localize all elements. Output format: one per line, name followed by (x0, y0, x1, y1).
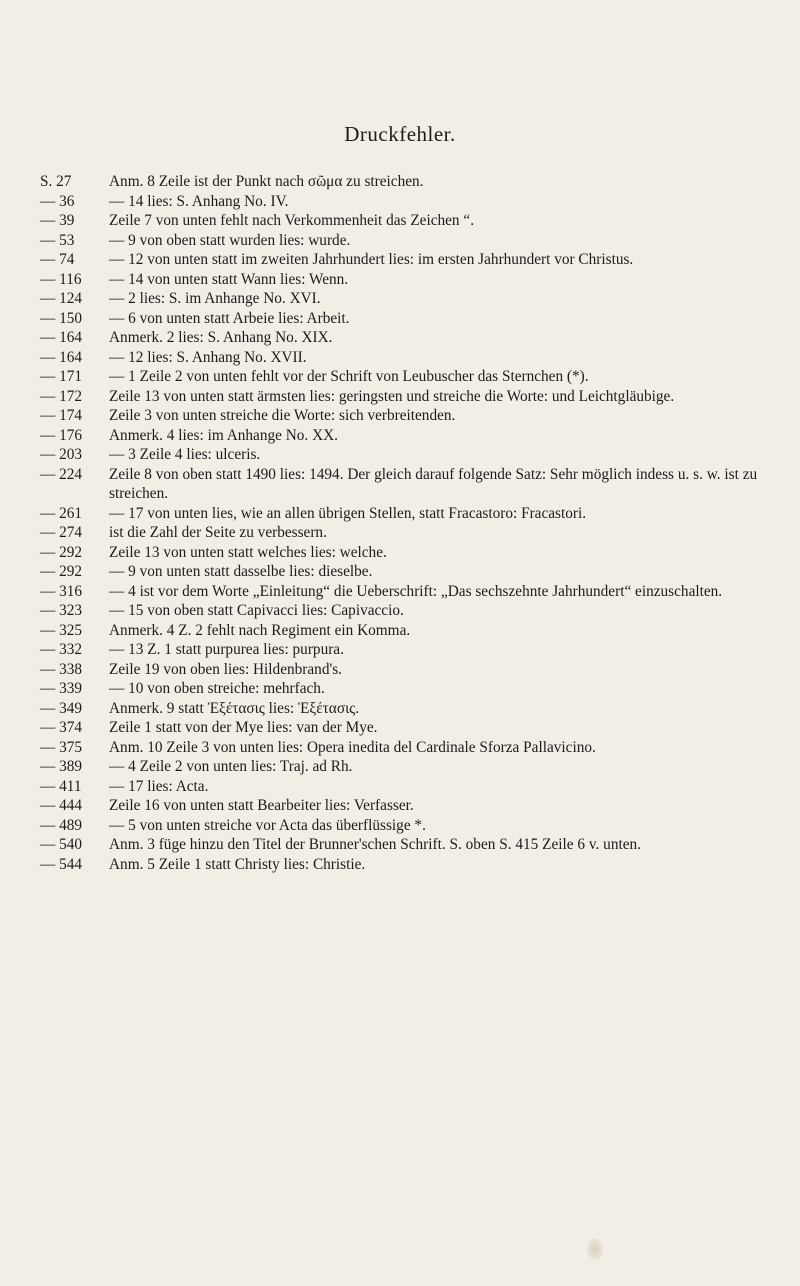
entry-text: Zeile 16 von unten statt Bearbeiter lies: Verfasser. (109, 797, 414, 814)
entry-text: — 14 von unten statt Wann lies: Wenn. (109, 270, 349, 288)
entry-text: Zeile 8 von oben statt 1490 lies: 1494. Der gleich darauf folgende Satz: Sehr möglich indess u. s. w. ist zu streichen. (109, 465, 758, 502)
entry-text: Anmerk. 4 Z. 2 fehlt nach Regiment ein Komma. (109, 621, 411, 639)
entry-page-ref: — 261 (40, 504, 83, 522)
entry-text: — 9 von unten statt dasselbe lies: dieselbe. (109, 563, 373, 580)
errata-entry (40, 699, 770, 719)
entry-page-ref: — 39 (40, 212, 75, 229)
entry-page-ref: — 164 (40, 348, 83, 366)
paper-stain (587, 1238, 603, 1260)
entry-page-ref: — 224 (40, 465, 83, 483)
errata-entry (40, 426, 770, 446)
entry-page-ref: — 332 (40, 641, 83, 658)
errata-entry (40, 796, 770, 816)
entry-text: Zeile 19 von oben lies: Hildenbrand's. (109, 660, 343, 678)
entry-text: — 13 Z. 1 statt purpurea lies: purpura. (109, 641, 344, 658)
entry-text: Anmerk. 4 lies: im Anhange No. XX. (109, 426, 338, 444)
errata-entry (40, 172, 770, 192)
errata-entry (40, 543, 770, 563)
errata-entry (40, 640, 770, 660)
entry-text: Zeile 3 von unten streiche die Worte: sich verbreitenden. (109, 407, 456, 424)
entry-page-ref: — 349 (40, 699, 83, 717)
entry-page-ref: — 540 (40, 836, 83, 853)
errata-entry (40, 465, 770, 504)
entry-page-ref: — 339 (40, 680, 83, 697)
errata-entry (40, 816, 770, 836)
errata-entry (40, 523, 770, 543)
errata-entry (40, 718, 770, 738)
errata-entry (40, 777, 770, 797)
entry-text: — 12 von unten statt im zweiten Jahrhundert lies: im ersten Jahrhundert vor Christus. (109, 251, 634, 268)
entry-page-ref: S. 27 (40, 173, 72, 190)
entry-text: — 15 von oben statt Capivacci lies: Capivaccio. (109, 602, 404, 619)
entry-page-ref: — 174 (40, 407, 83, 424)
entry-page-ref: — 544 (40, 855, 83, 873)
entry-text: — 17 von unten lies, wie an allen übrigen Stellen, statt Fracastoro: Fracastori. (109, 504, 587, 522)
errata-entry (40, 504, 770, 524)
entry-page-ref: — 375 (40, 738, 83, 756)
entry-page-ref: — 164 (40, 329, 83, 346)
entry-page-ref: — 411 (40, 777, 82, 795)
errata-entry (40, 445, 770, 465)
entry-page-ref: — 292 (40, 563, 83, 580)
entry-page-ref: — 338 (40, 660, 83, 678)
errata-entry (40, 387, 770, 407)
entry-text: Zeile 7 von unten fehlt nach Verkommenheit das Zeichen “. (109, 212, 475, 229)
errata-entry (40, 601, 770, 621)
entry-page-ref: — 374 (40, 719, 83, 736)
errata-entry (40, 309, 770, 329)
entry-text: — 14 lies: S. Anhang No. IV. (109, 192, 289, 210)
errata-entry (40, 270, 770, 290)
errata-entry (40, 250, 770, 270)
entry-text: — 12 lies: S. Anhang No. XVII. (109, 348, 307, 366)
entry-text: Zeile 13 von unten statt ärmsten lies: geringsten und streiche die Worte: und Leichtgläubige. (109, 387, 675, 405)
entry-text: Anm. 10 Zeile 3 von unten lies: Opera inedita del Cardinale Sforza Pallavicino. (109, 738, 596, 756)
entry-text: Zeile 1 statt von der Mye lies: van der Mye. (109, 719, 378, 736)
errata-entry (40, 562, 770, 582)
errata-entry (40, 367, 770, 387)
errata-list (40, 172, 770, 874)
entry-page-ref: — 274 (40, 524, 83, 541)
entry-text: — 1 Zeile 2 von unten fehlt vor der Schrift von Leubuscher das Sternchen (*). (109, 368, 589, 385)
errata-entry (40, 660, 770, 680)
entry-page-ref: — 124 (40, 290, 83, 307)
errata-entry (40, 738, 770, 758)
entry-page-ref: — 325 (40, 621, 83, 639)
page-title: Druckfehler. (344, 122, 456, 146)
entry-page-ref: — 36 (40, 192, 75, 210)
entry-text: — 6 von unten statt Arbeie lies: Arbeit. (109, 309, 350, 327)
entry-page-ref: — 389 (40, 758, 83, 775)
entry-page-ref: — 176 (40, 426, 83, 444)
entry-page-ref: — 172 (40, 387, 83, 405)
errata-entry (40, 679, 770, 699)
entry-page-ref: — 444 (40, 797, 83, 814)
entry-text: — 17 lies: Acta. (109, 777, 209, 795)
entry-page-ref: — 150 (40, 309, 83, 327)
entry-text: — 5 von unten streiche vor Acta das überflüssige *. (109, 816, 426, 834)
errata-entry (40, 621, 770, 641)
entry-page-ref: — 489 (40, 816, 83, 834)
errata-entry (40, 835, 770, 855)
errata-entry (40, 855, 770, 875)
entry-text: Anmerk. 9 statt Ἐξέτασις lies: Ἐξέτασις. (109, 699, 360, 717)
errata-entry (40, 211, 770, 231)
errata-entry (40, 582, 770, 602)
errata-entry (40, 289, 770, 309)
entry-page-ref: — 323 (40, 602, 83, 619)
errata-entry (40, 328, 770, 348)
entry-text: Anm. 8 Zeile ist der Punkt nach σῶμα zu streichen. (109, 173, 424, 190)
errata-entry (40, 231, 770, 251)
entry-text: Anm. 3 füge hinzu den Titel der Brunner'schen Schrift. S. oben S. 415 Zeile 6 v. unten. (109, 836, 641, 853)
errata-entry (40, 406, 770, 426)
entry-page-ref: — 74 (40, 251, 75, 268)
entry-page-ref: — 203 (40, 446, 83, 463)
entry-page-ref: — 116 (40, 270, 82, 288)
entry-text: — 10 von oben streiche: mehrfach. (109, 680, 325, 697)
entry-page-ref: — 316 (40, 582, 83, 600)
entry-text: ist die Zahl der Seite zu verbessern. (109, 524, 327, 541)
entry-page-ref: — 171 (40, 368, 83, 385)
entry-text: — 2 lies: S. im Anhange No. XVI. (109, 290, 321, 307)
errata-entry (40, 348, 770, 368)
entry-text: — 9 von oben statt wurden lies: wurde. (109, 231, 351, 249)
entry-text: Anm. 5 Zeile 1 statt Christy lies: Christie. (109, 855, 366, 873)
entry-text: — 3 Zeile 4 lies: ulceris. (109, 446, 261, 463)
entry-text: Zeile 13 von unten statt welches lies: welche. (109, 543, 387, 561)
entry-text: Anmerk. 2 lies: S. Anhang No. XIX. (109, 329, 333, 346)
entry-page-ref: — 53 (40, 231, 75, 249)
entry-text: — 4 Zeile 2 von unten lies: Traj. ad Rh. (109, 758, 353, 775)
entry-text: — 4 ist vor dem Worte „Einleitung“ die Ueberschrift: „Das sechszehnte Jahrhundert“ einzuschalten. (109, 582, 723, 600)
errata-entry (40, 192, 770, 212)
entry-page-ref: — 292 (40, 543, 83, 561)
errata-entry (40, 757, 770, 777)
